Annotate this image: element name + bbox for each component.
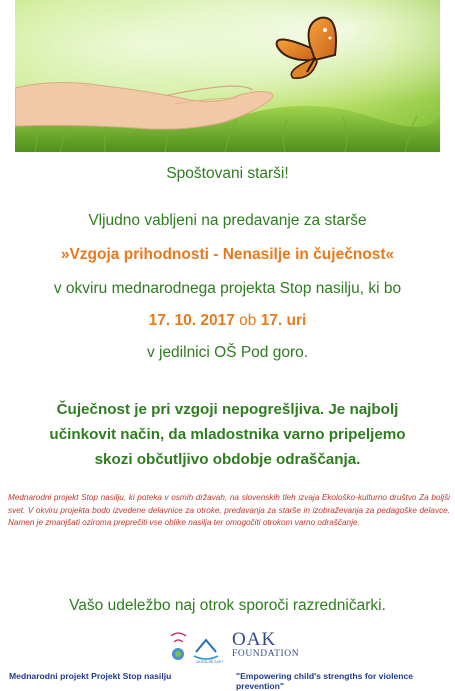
drustvo-logo [194,640,224,664]
event-location: v jedilnici OŠ Pod goro. [146,344,309,361]
message-line-3: skozi občutljivo obdobje odraščanja. [94,451,361,468]
hand-butterfly-illustration [15,0,440,152]
message-line-1: Čuječnost je pri vzgoji nepogrešljiva. Je najbolj [56,401,399,418]
message-line-2: učinkovit način, da mladostnika varno pripeljemo [49,426,406,443]
event-date: 17. 10. 2017 [148,312,235,329]
date-time-line [0,312,455,330]
closing-text: Vašo udeležbo naj otrok sporoči razredničarki. [69,597,386,614]
event-time: 17. uri [260,312,307,329]
ob-word: ob [239,312,257,329]
hero-image [15,0,440,152]
invitation-text: Vljudno vabljeni na predavanje za starše [88,212,367,229]
stop-nasilju-logo [171,633,186,660]
partner-logos [168,628,300,664]
footer-slogan: "Empowering child's strengths for violence prevention" [236,671,414,691]
oak-foundation-logo [232,630,299,660]
footer-project-name: Mednarodni projekt Projekt Stop nasilju [9,671,172,681]
project-note: Mednarodni projekt Stop nasilju, ki poteka v osmih državah, na slovenskih tleh izvaja Ekološko-kulturno društvo Za boljši svet. V okviru projekta bodo izvedene delavnice za otroke, predavanja za starše in izobraževanja za pedagoške delavce. Namen je zmanjšati oziroma preprečiti vse oblike nasilja ter omogočiti otrokom varno odraščanje. [8,493,450,528]
oak-text: OAK [232,629,277,650]
greeting: Spoštovani starši! [166,165,289,182]
svg-text:ZA BOLJŠI SVET: ZA BOLJŠI SVET [196,660,224,664]
foundation-text: FOUNDATION [232,649,300,659]
lecture-title: »Vzgoja prihodnosti - Nenasilje in čuječnost« [60,246,395,263]
project-line: v okviru mednarodnega projekta Stop nasilju, ki bo [53,280,402,297]
